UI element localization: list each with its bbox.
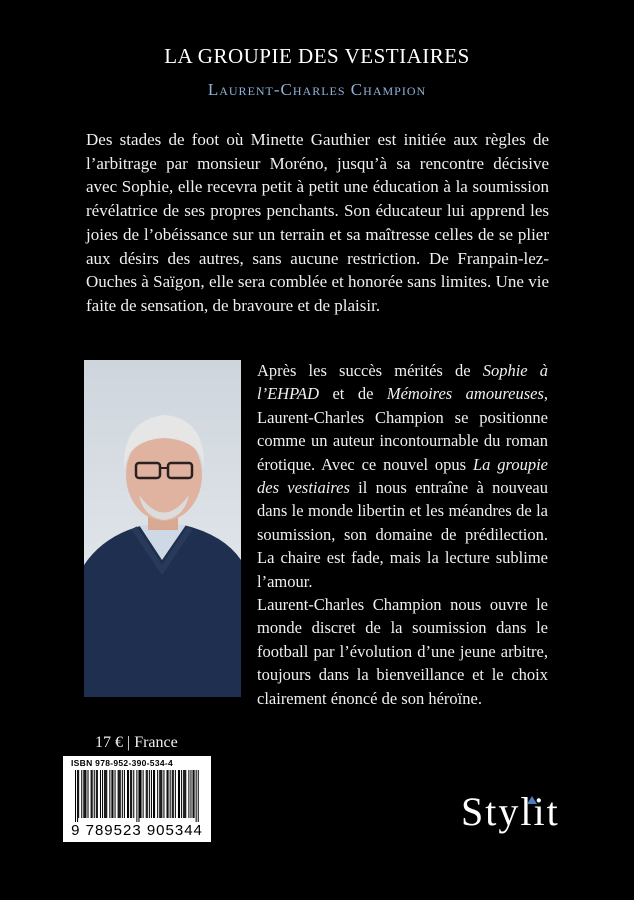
barcode-bar (84, 770, 85, 818)
barcode-bar (163, 770, 164, 818)
barcode-bar (122, 770, 123, 818)
barcode-bar (170, 770, 171, 818)
ean-number: 9 789523 905344 (71, 822, 203, 839)
barcode-bar (153, 770, 154, 818)
publisher-logo: Stylit (461, 789, 560, 834)
barcode-bar (173, 770, 174, 818)
barcode-bar (97, 770, 98, 818)
barcode-bar (179, 770, 180, 818)
barcode-bar (120, 770, 121, 818)
barcode-bar (168, 770, 169, 818)
barcode-bar (172, 770, 173, 818)
barcode-bar (167, 770, 168, 818)
barcode-bar (181, 770, 182, 818)
barcode-bar (118, 770, 119, 818)
barcode-bar (75, 770, 76, 822)
barcode-bar (141, 770, 142, 818)
barcode-bar (178, 770, 179, 818)
barcode-bar (198, 770, 199, 822)
barcode-bar (147, 770, 148, 818)
barcode-bar (104, 770, 105, 818)
barcode-bar (77, 770, 78, 822)
barcode-bar (160, 770, 161, 818)
barcode-bar (194, 770, 195, 818)
barcode-bar (184, 770, 185, 818)
barcode-bar (146, 770, 147, 818)
bio-paragraph-1: Après les succès mérités de Sophie à l’EHPAD et de Mémoires amoureuses, Laurent-Charles Champion se positionne comme un auteur incontournable du roman érotique. Avec ce nouvel opus La groupie des vestiaires il nous entraîne à nouveau dans le monde libertin et les méandres de la soumission, son domaine de prédilection. La chaire est fade, mais la lecture sublime l’amour. (257, 361, 548, 591)
barcode-bar (112, 770, 113, 818)
barcode-bar (133, 770, 134, 818)
bio-paragraph-2: Laurent-Charles Champion nous ouvre le monde discret de la soumission dans le football par l’évolution d’une jeune arbitre, toujours dans la bienveillance et le choix clairement énoncé de son héroïne. (257, 595, 548, 708)
isbn-barcode (63, 756, 211, 842)
barcode-bar (130, 770, 131, 818)
barcode-bar (111, 770, 112, 818)
barcode-bar (149, 770, 150, 818)
barcode-bar (127, 770, 128, 818)
barcode-bar (105, 770, 106, 818)
barcode-bar (109, 770, 110, 818)
barcode-bar (91, 770, 92, 818)
barcode-bar (83, 770, 84, 818)
barcode-bar (196, 770, 197, 822)
book-title: LA GROUPIE DES VESTIAIRES (164, 44, 470, 68)
logo-accent-icon (527, 796, 537, 804)
barcode-bar (185, 770, 186, 818)
barcode-bar (124, 770, 125, 818)
price-label: 17 € | France (95, 734, 178, 751)
barcode-bar (183, 770, 184, 818)
barcode-bar (100, 770, 101, 818)
barcode-bar (157, 770, 158, 818)
barcode-bar (78, 770, 79, 818)
author-bio (257, 359, 548, 710)
barcode-bar (151, 770, 152, 818)
barcode-bar (128, 770, 129, 818)
barcode-bar (87, 770, 88, 818)
barcode-bar (139, 770, 140, 818)
barcode-bar (136, 770, 137, 822)
barcode-bar (119, 770, 120, 818)
barcode-bar (106, 770, 107, 818)
barcode-bars (75, 770, 199, 822)
barcode-bar (138, 770, 139, 822)
barcode-bar (81, 770, 82, 818)
barcode-bar (94, 770, 95, 818)
barcode-bar (190, 770, 191, 818)
barcode-bar (159, 770, 160, 818)
author-photo (84, 360, 241, 697)
barcode-bar (92, 770, 93, 818)
barcode-bar (131, 770, 132, 818)
barcode-bar (161, 770, 162, 818)
barcode-bar (175, 770, 176, 818)
author-name: Laurent-Charles Champion (207, 80, 427, 99)
barcode-bar (96, 770, 97, 818)
barcode-bar (193, 770, 194, 818)
barcode-bar (143, 770, 144, 818)
barcode-bar (102, 770, 103, 818)
barcode-bar (154, 770, 155, 818)
barcode-bar (188, 770, 189, 818)
isbn-label: ISBN 978-952-390-534-4 (71, 758, 174, 768)
barcode-bar (115, 770, 116, 818)
barcode-bar (85, 770, 86, 818)
book-blurb: Des stades de foot où Minette Gauthier est initiée aux règles de l’arbitrage par monsieur Moréno, jusqu’à sa rencontre décisive avec Sophie, elle recevra petit à petit une éducation à la soumission révélatrice de ses propres penchants. Son éducateur lui apprend les joies de l’obéissance sur un terrain et sa maîtresse celles de se plier aux désirs des autres, sans aucune restriction. De Franpain-lez-Ouches à Saïgon, elle sera comblée et honorée sans limites. Une vie faite de sensation, de bravoure et de plaisir. (86, 130, 549, 315)
